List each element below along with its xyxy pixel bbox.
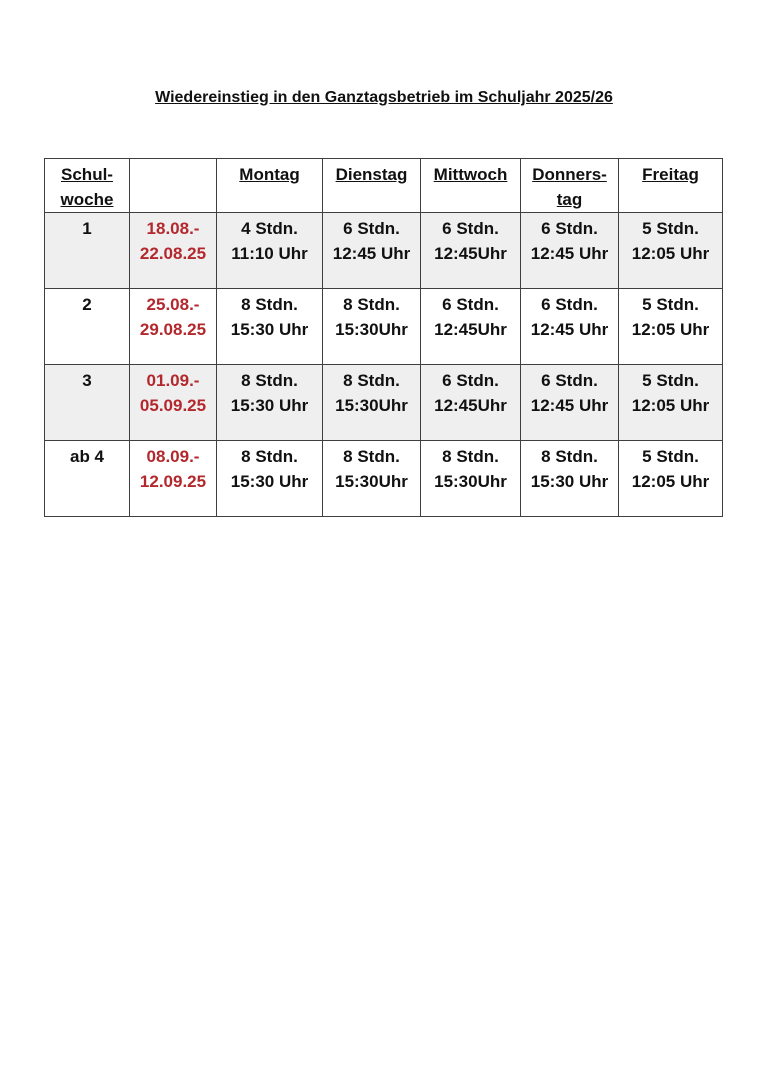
date-range: 22.08.25 bbox=[139, 244, 207, 263]
hours-label: 4 Stdn. bbox=[241, 219, 298, 238]
day-cell-dienstag bbox=[323, 213, 421, 289]
hours-label: 5 Stdn. bbox=[642, 371, 699, 390]
end-time-label: 15:30Uhr bbox=[335, 472, 408, 491]
end-time-label: 15:30 Uhr bbox=[230, 472, 309, 491]
date-cell bbox=[130, 441, 217, 517]
day-cell-donnerstag bbox=[521, 365, 619, 441]
day-cell-dienstag bbox=[323, 289, 421, 365]
day-cell-freitag bbox=[619, 441, 723, 517]
end-time-label: 12:05 Uhr bbox=[631, 472, 710, 491]
hours-label: 8 Stdn. bbox=[241, 295, 298, 314]
day-cell-dienstag bbox=[323, 441, 421, 517]
header-text: tag bbox=[556, 190, 583, 209]
hours-label: 5 Stdn. bbox=[642, 295, 699, 314]
hours-label: 8 Stdn. bbox=[343, 447, 400, 466]
end-time-label: 12:45 Uhr bbox=[530, 320, 609, 339]
hours-label: 8 Stdn. bbox=[241, 371, 298, 390]
day-cell-montag bbox=[217, 365, 323, 441]
header-text: Freitag bbox=[642, 165, 699, 184]
hours-label: 6 Stdn. bbox=[541, 371, 598, 390]
day-cell-mittwoch bbox=[421, 441, 521, 517]
day-cell-mittwoch bbox=[421, 289, 521, 365]
header-text: Montag bbox=[239, 165, 300, 184]
end-time-label: 12:05 Uhr bbox=[631, 244, 710, 263]
hours-label: 8 Stdn. bbox=[343, 371, 400, 390]
day-cell-donnerstag bbox=[521, 213, 619, 289]
week-cell bbox=[45, 289, 130, 365]
end-time-label: 12:45 Uhr bbox=[530, 244, 609, 263]
date-cell bbox=[130, 213, 217, 289]
hours-label: 6 Stdn. bbox=[541, 295, 598, 314]
header-text: Dienstag bbox=[335, 165, 408, 184]
date-range: 01.09.- bbox=[146, 371, 200, 390]
day-cell-mittwoch bbox=[421, 213, 521, 289]
hours-label: 6 Stdn. bbox=[343, 219, 400, 238]
end-time-label: 12:05 Uhr bbox=[631, 396, 710, 415]
date-range: 18.08.- bbox=[146, 219, 200, 238]
hours-label: 6 Stdn. bbox=[442, 295, 499, 314]
day-cell-donnerstag bbox=[521, 441, 619, 517]
end-time-label: 12:45 Uhr bbox=[332, 244, 411, 263]
page-title bbox=[0, 0, 768, 108]
date-cell bbox=[130, 365, 217, 441]
day-cell-montag bbox=[217, 441, 323, 517]
week-label: ab 4 bbox=[69, 447, 105, 466]
header-empty bbox=[130, 159, 217, 213]
hours-label: 8 Stdn. bbox=[241, 447, 298, 466]
date-range: 25.08.- bbox=[146, 295, 200, 314]
table-row-week-1 bbox=[45, 213, 723, 289]
header-montag bbox=[217, 159, 323, 213]
table-row-week-2 bbox=[45, 289, 723, 365]
week-label: 1 bbox=[82, 219, 92, 238]
hours-label: 5 Stdn. bbox=[642, 219, 699, 238]
header-text: Mittwoch bbox=[433, 165, 508, 184]
day-cell-donnerstag bbox=[521, 289, 619, 365]
week-cell bbox=[45, 441, 130, 517]
day-cell-mittwoch bbox=[421, 365, 521, 441]
page-title-text: Wiedereinstieg in den Ganztagsbetrieb im Schuljahr 2025/26 bbox=[155, 89, 613, 106]
date-range: 29.08.25 bbox=[139, 320, 207, 339]
day-cell-freitag bbox=[619, 365, 723, 441]
end-time-label: 15:30 Uhr bbox=[230, 320, 309, 339]
hours-label: 8 Stdn. bbox=[541, 447, 598, 466]
end-time-label: 12:45 Uhr bbox=[530, 396, 609, 415]
end-time-label: 15:30Uhr bbox=[335, 320, 408, 339]
header-dienstag bbox=[323, 159, 421, 213]
header-donnerstag bbox=[521, 159, 619, 213]
header-schulwoche bbox=[45, 159, 130, 213]
date-range: 08.09.- bbox=[146, 447, 200, 466]
day-cell-freitag bbox=[619, 213, 723, 289]
end-time-label: 11:10 Uhr bbox=[231, 244, 308, 263]
table-row-week-ab4 bbox=[45, 441, 723, 517]
schedule-table bbox=[44, 158, 723, 517]
end-time-label: 15:30Uhr bbox=[335, 396, 408, 415]
hours-label: 6 Stdn. bbox=[541, 219, 598, 238]
end-time-label: 15:30Uhr bbox=[434, 472, 507, 491]
table-row-week-3 bbox=[45, 365, 723, 441]
header-row bbox=[45, 159, 723, 213]
hours-label: 6 Stdn. bbox=[442, 219, 499, 238]
date-range: 12.09.25 bbox=[139, 472, 207, 491]
end-time-label: 15:30 Uhr bbox=[230, 396, 309, 415]
day-cell-dienstag bbox=[323, 365, 421, 441]
day-cell-montag bbox=[217, 289, 323, 365]
end-time-label: 15:30 Uhr bbox=[530, 472, 609, 491]
hours-label: 5 Stdn. bbox=[642, 447, 699, 466]
hours-label: 8 Stdn. bbox=[442, 447, 499, 466]
end-time-label: 12:45Uhr bbox=[434, 396, 507, 415]
date-cell bbox=[130, 289, 217, 365]
header-freitag bbox=[619, 159, 723, 213]
hours-label: 8 Stdn. bbox=[343, 295, 400, 314]
week-label: 2 bbox=[82, 295, 92, 314]
week-cell bbox=[45, 213, 130, 289]
header-mittwoch bbox=[421, 159, 521, 213]
end-time-label: 12:05 Uhr bbox=[631, 320, 710, 339]
day-cell-montag bbox=[217, 213, 323, 289]
week-cell bbox=[45, 365, 130, 441]
week-label: 3 bbox=[82, 371, 92, 390]
hours-label: 6 Stdn. bbox=[442, 371, 499, 390]
header-text: Schul- bbox=[61, 165, 113, 184]
day-cell-freitag bbox=[619, 289, 723, 365]
header-text: Donners- bbox=[532, 165, 607, 184]
end-time-label: 12:45Uhr bbox=[434, 320, 507, 339]
header-text: woche bbox=[60, 190, 114, 209]
date-range: 05.09.25 bbox=[139, 396, 207, 415]
end-time-label: 12:45Uhr bbox=[434, 244, 507, 263]
